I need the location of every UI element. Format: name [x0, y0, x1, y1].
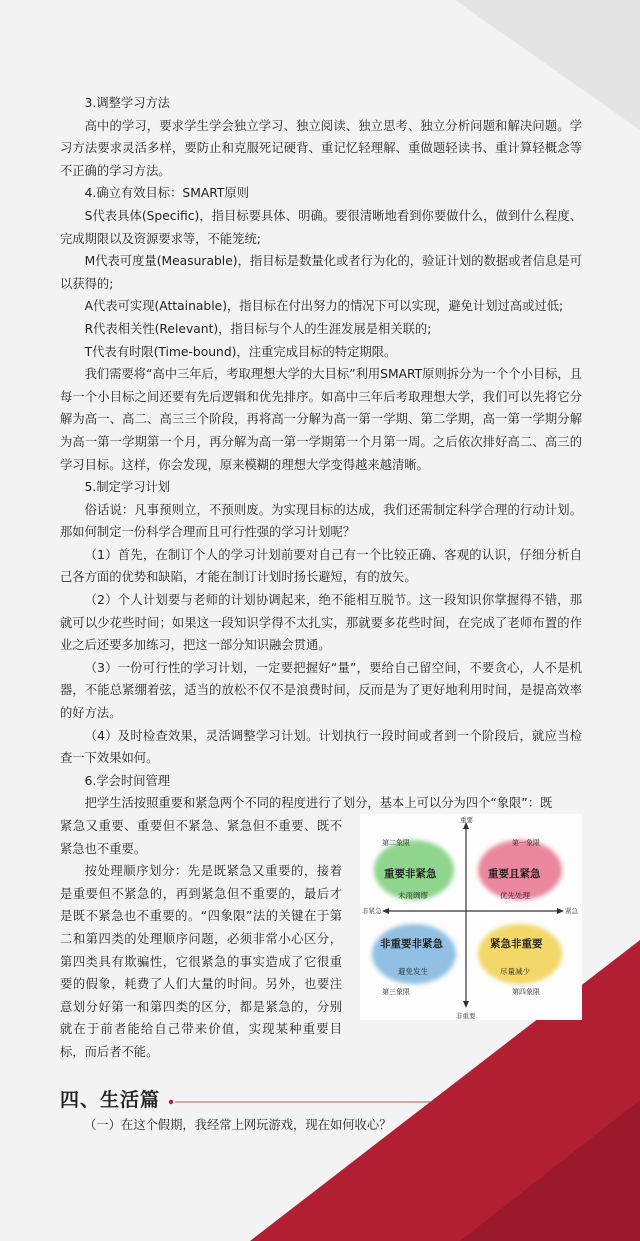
time-order-paragraph: 按处理顺序划分：先是既紧急又重要的，接着是重要但不紧急的，再到紧急但不重要的，最后才是既不紧急也不重要的。“四象限”法的关键在于第二和第四类的处理顺序问题，必须非常小心区分，第四类具有欺骗性，它很紧急的事实造成了它很重要的假象，耗费了人们大量的时间。另外，也要注意划分好第一和第四类的区分，都是紧急的，分别就在于前者能给自己带来价值，实现某种重要目标，而后者不能。 [60, 864, 342, 1059]
quadrant-3-label: 第三象限 [382, 988, 410, 997]
quadrant-4-subtitle: 尽量减少 [500, 967, 530, 977]
axis-label-bottom: 非重要 [456, 1012, 476, 1021]
four-quadrant-diagram [360, 814, 582, 1020]
axis-label-left: 非紧急 [362, 907, 382, 916]
quadrant-4-title: 紧急非重要 [490, 938, 543, 951]
body-paragraph: T代表有时限(Time-bound)，注重完成目标的特定期限。 [84, 344, 397, 359]
section-heading: 5.制定学习计划 [84, 480, 171, 495]
quadrant-2-title: 重要非紧急 [384, 868, 437, 881]
body-paragraph: （3）一份可行性的学习计划，一定要把握好“量”，要给自己留空间，不要贪心，人不是机器，不能总紧绷着弦，适当的放松不仅不是浪费时间，反而是为了更好地利用时间，是提高效率的好方法。 [60, 660, 582, 721]
quadrant-1-label: 第一象限 [512, 839, 540, 848]
section-heading: 3.调整学习方法 [84, 96, 171, 110]
quadrant-4-label: 第四象限 [512, 988, 540, 997]
life-question-1: （一）在这个假期，我经常上网玩游戏，现在如何收心？ [84, 1118, 392, 1132]
body-paragraph: 俗话说：凡事预则立，不预则废。为实现目标的达成，我们还需制定科学合理的行动计划。那如何制定一份科学合理而且可行性强的学习计划呢？ [60, 502, 582, 540]
quadrant-2-subtitle: 未雨绸缪 [398, 891, 428, 901]
axis-label-top: 重要 [460, 816, 473, 825]
quadrant-1-subtitle: 优先处理 [500, 891, 530, 901]
quadrant-3-title: 非重要非紧急 [380, 938, 443, 951]
time-intro-line: 把学生活按照重要和紧急两个不同的程度进行了划分，基本上可以分为四个“象限”：既 [84, 796, 553, 811]
time-intro-rest: 紧急又重要、重要但不紧急、紧急但不重要、既不紧急也不重要。 [60, 819, 342, 856]
body-paragraph: R代表相关性(Relevant)，指目标与个人的生涯发展是相关联的; [84, 321, 432, 336]
axis-label-right: 紧急 [565, 907, 578, 916]
time-management-block [60, 792, 582, 1063]
section-title-underline [168, 1099, 440, 1105]
body-paragraph: M代表可度量(Measurable)，指目标是数量化或者行为化的，验证计划的数据或者信息是可以获得的; [60, 254, 582, 291]
article-body [60, 92, 582, 1064]
section-heading: 6.学会时间管理 [84, 773, 171, 788]
quadrant-1-title: 重要且紧急 [488, 868, 541, 881]
body-paragraph: A代表可实现(Attainable)，指目标在付出努力的情况下可以实现，避免计划过高或过低; [84, 299, 564, 314]
body-paragraph: （1）首先，在制订个人的学习计划前要对自己有一个比较正确、客观的认识，仔细分析自己各方面的优势和缺陷，才能在制订计划时扬长避短，有的放矢。 [60, 547, 582, 585]
body-paragraph: （2）个人计划要与老师的计划协调起来，绝不能相互脱节。这一段知识你掌握得不错，那就可以少花些时间；如果这一段知识学得不太扎实，那就要多花些时间，在完成了老师布置的作业之后还要多加练习，把这一部分知识融会贯通。 [60, 593, 582, 653]
section-heading: 4.确立有效目标：SMART原则 [84, 186, 249, 201]
quadrant-2-label: 第二象限 [382, 839, 410, 848]
body-paragraph: 高中的学习，要求学生学会独立学习、独立阅读、独立思考、独立分析问题和解决问题。学习方法要求灵活多样，要防止和克服死记硬背、重记忆轻理解、重做题轻读书、重计算轻概念等不正确的学习方法。 [60, 118, 582, 178]
body-paragraph: S代表具体(Specific)，指目标要具体、明确。要很清晰地看到你要做什么，做到什么程度、完成期限以及资源要求等，不能笼统; [60, 208, 582, 246]
quadrant-3-subtitle: 避免发生 [398, 967, 428, 977]
body-paragraph: 我们需要将“高中三年后，考取理想大学的大目标”利用SMART原则拆分为一个个小目标，且每一个小目标之间还要有先后逻辑和优先排序。如高中三年后考取理想大学，我们可以先将它分解为高一、高二、高三三个阶段，再将高一分解为高一第一学期、第二学期，高一第一学期分解为高一第一学期第一个月，再分解为高一第一学期第一个月第一周。之后依次排好高二、高三的学习目标。这样，你会发现，原来模糊的理想大学变得越来越清晰。 [60, 367, 583, 472]
body-paragraph: （4）及时检查效果，灵活调整学习计划。计划执行一段时间或者到一个阶段后，就应当检查一下效果如何。 [60, 728, 582, 766]
section-title-life: 四、生活篇 [60, 1089, 161, 1111]
